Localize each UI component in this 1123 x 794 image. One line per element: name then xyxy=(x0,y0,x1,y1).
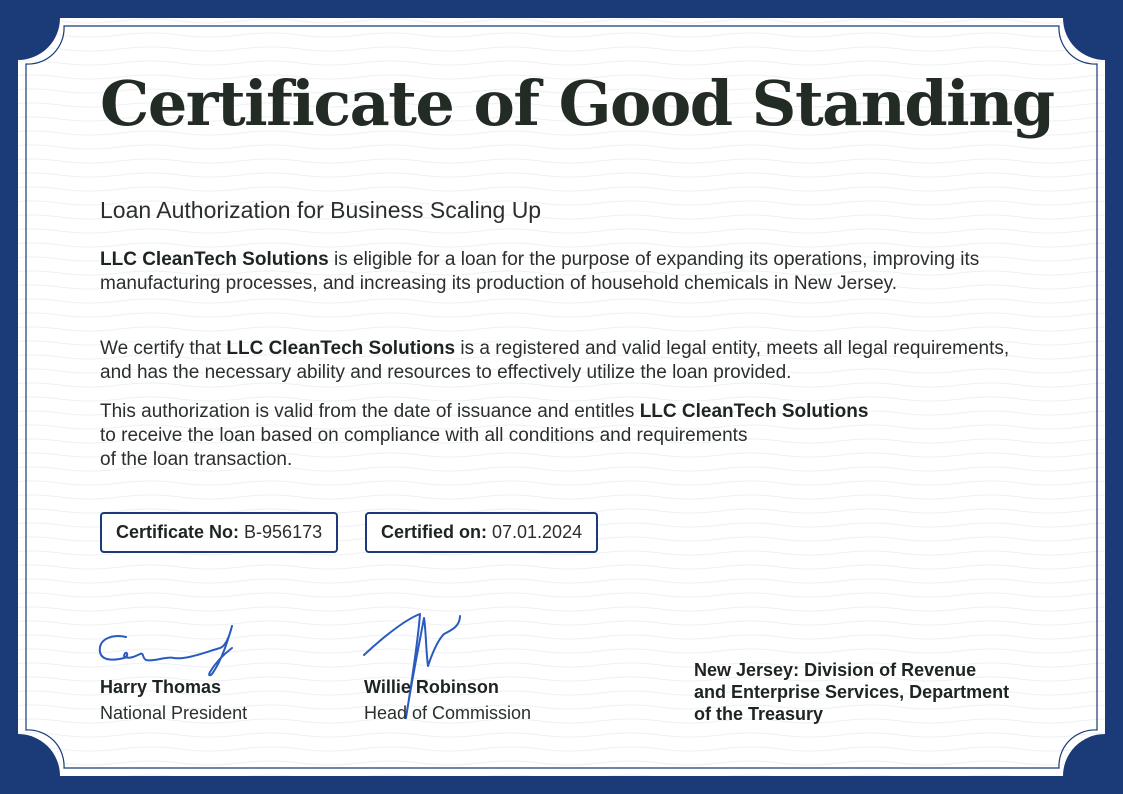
certified-date-badge xyxy=(365,512,598,553)
certificate-number-badge xyxy=(100,512,338,553)
certification-paragraph: We certify that LLC CleanTech Solutions is a registered and valid legal entity, meets all legal requirements, and has the necessary ability and resources to effectively utilize the loan provided. xyxy=(100,338,1010,383)
signatory-name: Willie Robinson xyxy=(364,677,499,697)
signature-block-commission xyxy=(360,600,600,730)
company-name: LLC CleanTech Solutions xyxy=(226,338,456,359)
company-name: LLC CleanTech Solutions xyxy=(100,249,329,270)
signature-harry-thomas xyxy=(96,600,256,680)
signatory-name: Harry Thomas xyxy=(100,677,222,697)
certified-date-label: Certified on: xyxy=(381,522,487,542)
certificate-title: Certificate of Good Standing xyxy=(100,67,1054,140)
signatory-role: Head of Commission xyxy=(364,703,532,723)
certificate-number-label: Certificate No: xyxy=(116,522,240,542)
company-name: LLC CleanTech Solutions xyxy=(639,401,869,422)
certificate-number-value: B-956173 xyxy=(244,522,323,542)
certified-date-value: 07.01.2024 xyxy=(492,522,583,542)
issuer-line: of the Treasury xyxy=(694,704,824,724)
eligibility-paragraph: LLC CleanTech Solutions is eligible for a loan for the purpose of expanding its operations, improving its manufacturing processes, and increasing its production of household chemicals in New Jersey. xyxy=(100,249,980,294)
issuer-line: and Enterprise Services, Department xyxy=(694,682,1010,702)
issuing-authority xyxy=(694,659,1034,725)
certificate-subtitle: Loan Authorization for Business Scaling Up xyxy=(100,197,542,223)
signatory-role: National President xyxy=(100,703,248,723)
validity-paragraph: This authorization is valid from the date of issuance and entitles LLC CleanTech Solutions to receive the loan based on compliance with all conditions and requirements of the loan transaction. xyxy=(100,401,869,470)
signature-block-president xyxy=(96,600,336,730)
issuer-line: New Jersey: Division of Revenue xyxy=(694,660,977,680)
